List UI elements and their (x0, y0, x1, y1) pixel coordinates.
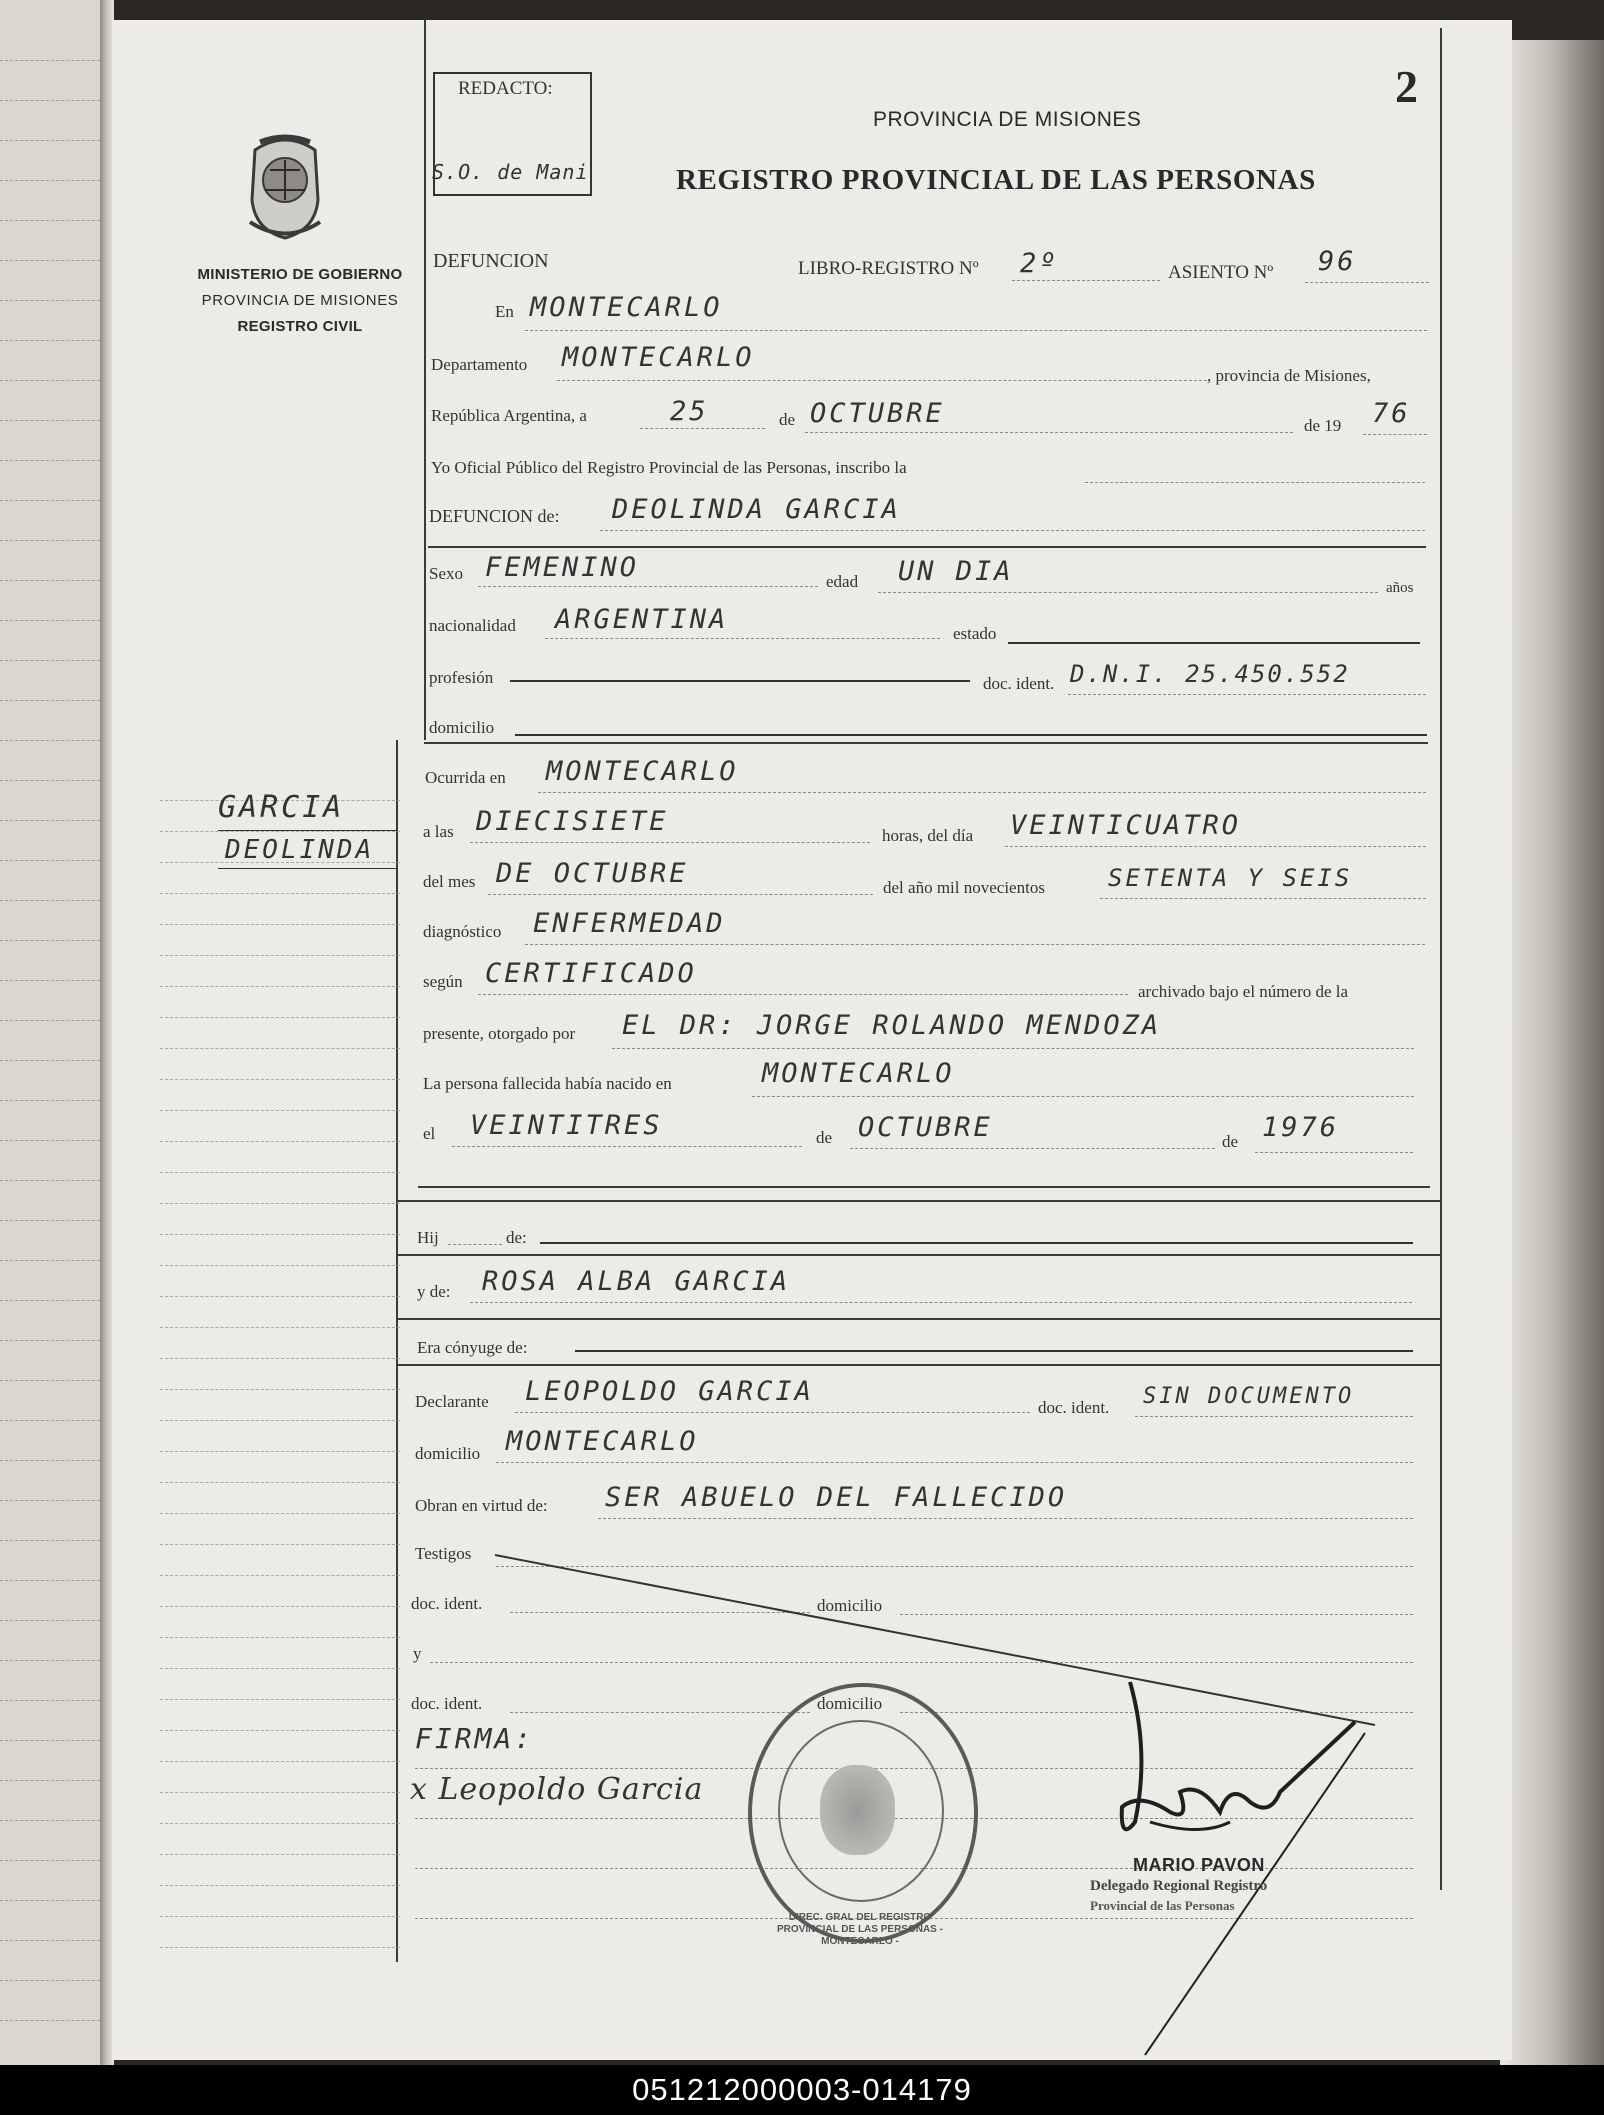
margin-rule-upper (424, 20, 426, 740)
margin-ruled-line (160, 1079, 400, 1080)
left-page-edge (0, 0, 106, 2065)
nacionalidad-line (545, 638, 940, 639)
sexo-value: FEMENINO (485, 552, 640, 583)
de-label: de (779, 410, 796, 429)
asiento-value: 96 (1318, 246, 1357, 277)
republica-label: República Argentina, a (431, 406, 587, 425)
left-page-ruled-line (0, 620, 100, 621)
registry-heading: REGISTRO PROVINCIAL DE LAS PERSONAS (676, 164, 1316, 196)
y-de-label: y de: (417, 1282, 451, 1301)
archivado-label: archivado bajo el número de la (1138, 982, 1349, 1001)
anos-label: años (1386, 580, 1414, 596)
diagnostico-value: ENFERMEDAD (533, 908, 726, 939)
year2-value: 1976 (1262, 1112, 1340, 1143)
left-page-ruled-line (0, 660, 100, 661)
defuncion-de-line (600, 530, 1425, 531)
testigo-dom1-label: domicilio (817, 1596, 883, 1615)
day-value: 25 (670, 396, 709, 427)
a-las-value: DIECISIETE (476, 806, 669, 837)
page-number: 2 (1395, 61, 1418, 112)
en-line (525, 330, 1427, 331)
left-page-ruled-line (0, 1020, 100, 1021)
hij-label: Hij (417, 1228, 439, 1247)
sexo-label: Sexo (429, 564, 463, 583)
left-page-ruled-line (0, 340, 100, 341)
margin-ruled-line (160, 1048, 400, 1049)
ano-mil-value: SETENTA Y SEIS (1108, 864, 1353, 892)
margin-ruled-line (160, 1327, 400, 1328)
margin-ruled-line (160, 1761, 400, 1762)
left-page-ruled-line (0, 1580, 100, 1581)
oficial-text: Yo Oficial Público del Registro Provincial de las Personas, inscribo la (431, 458, 907, 477)
left-page-ruled-line (0, 940, 100, 941)
y-de-line (470, 1302, 1412, 1303)
domicilio-line (515, 734, 1427, 736)
oficial-line (1085, 482, 1425, 483)
left-page-ruled-line (0, 540, 100, 541)
departamento-line (557, 380, 1207, 381)
conyuge-label: Era cónyuge de: (417, 1338, 528, 1357)
right-page-edges (1500, 40, 1604, 2065)
left-page-ruled-line (0, 1300, 100, 1301)
margin-ruled-line (160, 1172, 400, 1173)
barcode-caption: 051212000003-014179 (0, 2065, 1604, 2115)
hij-gap-line (448, 1244, 502, 1245)
left-page-ruled-line (0, 260, 100, 261)
margin-ruled-line (160, 1823, 400, 1824)
day-line (640, 428, 765, 429)
obran-line (598, 1518, 1413, 1519)
left-page-ruled-line (0, 1460, 100, 1461)
doc-ident-label: doc. ident. (983, 674, 1055, 693)
left-page-ruled-line (0, 300, 100, 301)
left-page-ruled-line (0, 1500, 100, 1501)
margin-ruled-line (160, 1606, 400, 1607)
left-page-ruled-line (0, 1180, 100, 1181)
margin-ruled-line (160, 1792, 400, 1793)
margin-ruled-line (160, 1265, 400, 1266)
left-page-ruled-line (0, 740, 100, 741)
left-page-ruled-line (0, 180, 100, 181)
declarante-line (515, 1412, 1030, 1413)
margin-ruled-line (160, 1451, 400, 1452)
left-page-ruled-line (0, 1780, 100, 1781)
margin-note-underline (218, 830, 398, 831)
left-page-ruled-line (0, 860, 100, 861)
firma-label: FIRMA: (415, 1722, 535, 1755)
left-page-ruled-line (0, 1060, 100, 1061)
margin-ruled-line (160, 1203, 400, 1204)
left-page-ruled-line (0, 1620, 100, 1621)
margin-ruled-line (160, 1699, 400, 1700)
y-de-rule (396, 1318, 1440, 1320)
en-value: MONTECARLO (530, 292, 723, 323)
diagnostico-line (525, 944, 1425, 945)
presente-value: EL DR: JORGE ROLANDO MENDOZA (622, 1010, 1162, 1041)
departamento-label: Departamento (431, 355, 528, 374)
margin-note-underline-2 (218, 868, 398, 869)
el-line (452, 1146, 802, 1147)
margin-ruled-line (160, 1575, 400, 1576)
horas-value: VEINTICUATRO (1010, 810, 1242, 841)
seal-text: DIREC. GRAL DEL REGISTRO PROVINCIAL DE LAS PERSONAS - MONTECARLO - (777, 1912, 943, 1947)
left-page-ruled-line (0, 460, 100, 461)
asiento-line (1305, 282, 1429, 283)
profesion-label: profesión (429, 668, 494, 687)
margin-ruled-line (160, 1296, 400, 1297)
margin-ruled-line (160, 1854, 400, 1855)
conyuge-line (575, 1350, 1413, 1352)
left-page-ruled-line (0, 380, 100, 381)
diagnostico-label: diagnóstico (423, 922, 502, 941)
official-name: MARIO PAVON (1133, 1855, 1265, 1875)
redacto-label: REDACTO: (458, 78, 553, 99)
coat-of-arms-icon (240, 130, 330, 245)
ano-mil-line (1100, 898, 1426, 899)
de2-label: de (816, 1128, 833, 1147)
provincia-suffix: , provincia de Misiones, (1207, 366, 1371, 385)
left-page-ruled-line (0, 500, 100, 501)
doc-ident-line (1068, 694, 1426, 695)
month2-value: OCTUBRE (858, 1112, 993, 1143)
left-page-ruled-line (0, 1420, 100, 1421)
left-page-ruled-line (0, 820, 100, 821)
official-title-2: Provincial de las Personas (1090, 1898, 1235, 1913)
mes-line (488, 894, 873, 895)
left-page-ruled-line (0, 1540, 100, 1541)
section-rule-1 (424, 742, 1428, 744)
left-page-ruled-line (0, 1140, 100, 1141)
margin-ruled-line (160, 986, 400, 987)
mes-label: del mes (423, 872, 476, 891)
left-page-ruled-line (0, 700, 100, 701)
ocurrida-line (538, 792, 1426, 793)
segun-value: CERTIFICADO (485, 958, 697, 989)
testigo-doc1-label: doc. ident. (411, 1594, 483, 1613)
margin-ruled-line (160, 1637, 400, 1638)
testigos-label: Testigos (415, 1544, 472, 1563)
civil-registry: REGISTRO CIVIL (237, 318, 363, 335)
defuncion-de-label: DEFUNCION de: (429, 506, 560, 526)
estado-label: estado (953, 624, 997, 643)
left-page-ruled-line (0, 60, 100, 61)
hij-de-line (540, 1242, 1413, 1244)
left-page-ruled-line (0, 220, 100, 221)
margin-ruled-line (160, 893, 400, 894)
section-rule-2 (418, 1186, 1430, 1188)
nacido-value: MONTECARLO (762, 1058, 955, 1089)
margin-ruled-line (160, 1358, 400, 1359)
section-rule-3 (396, 1200, 1440, 1202)
year2-line (1255, 1152, 1413, 1153)
domicilio-label: domicilio (429, 718, 495, 737)
margin-ruled-line (160, 1389, 400, 1390)
defuncion-de-value: DEOLINDA GARCIA (612, 494, 901, 525)
left-page-ruled-line (0, 1980, 100, 1981)
horas-line (1005, 846, 1426, 847)
de19-label: de 19 (1304, 416, 1342, 435)
margin-ruled-line (160, 1513, 400, 1514)
asiento-label: ASIENTO Nº (1168, 262, 1274, 283)
margin-province: PROVINCIA DE MISIONES (201, 292, 399, 309)
margin-ruled-line (160, 1730, 400, 1731)
y-label: y (413, 1644, 422, 1663)
margin-ruled-line (160, 1420, 400, 1421)
margin-ruled-line (160, 1482, 400, 1483)
left-page-ruled-line (0, 2020, 100, 2021)
left-page-ruled-line (0, 1220, 100, 1221)
horas-label: horas, del día (882, 826, 974, 845)
libro-value: 2º (1020, 248, 1059, 279)
decl-dom-label: domicilio (415, 1444, 481, 1463)
obran-value: SER ABUELO DEL FALLECIDO (605, 1482, 1068, 1513)
libro-line (1012, 280, 1160, 281)
margin-ruled-line (160, 1017, 400, 1018)
testigo-doc2-label: doc. ident. (411, 1694, 483, 1713)
en-label: En (495, 302, 514, 321)
left-page-ruled-line (0, 1860, 100, 1861)
left-page-ruled-line (0, 1700, 100, 1701)
margin-note-surname: GARCIA (218, 790, 345, 825)
month2-line (850, 1148, 1215, 1149)
profesion-line (510, 680, 970, 682)
margin-ruled-line (160, 1885, 400, 1886)
decl-doc-value: SIN DOCUMENTO (1143, 1384, 1355, 1409)
testigo-dom2-label: domicilio (817, 1694, 883, 1713)
decl-dom-line (496, 1462, 1413, 1463)
left-page-ruled-line (0, 1900, 100, 1901)
libro-label: LIBRO-REGISTRO Nº (798, 258, 979, 279)
decl-doc-label: doc. ident. (1038, 1398, 1110, 1417)
el-label: el (423, 1124, 436, 1143)
a-las-line (470, 842, 870, 843)
ocurrida-value: MONTECARLO (546, 756, 739, 787)
obran-label: Obran en virtud de: (415, 1496, 548, 1515)
margin-ruled-line (160, 1110, 400, 1111)
edad-value: UN DIA (898, 556, 1014, 587)
left-page-ruled-line (0, 1660, 100, 1661)
margin-ruled-line (160, 1544, 400, 1545)
left-page-ruled-line (0, 1380, 100, 1381)
left-page-ruled-line (0, 1260, 100, 1261)
edad-label: edad (826, 572, 859, 591)
left-page-ruled-line (0, 1820, 100, 1821)
el-value: VEINTITRES (470, 1110, 663, 1141)
de3-label: de (1222, 1132, 1239, 1151)
presente-line (612, 1048, 1414, 1049)
segun-label: según (423, 972, 463, 991)
left-page-ruled-line (0, 420, 100, 421)
nacido-label: La persona fallecida había nacido en (423, 1074, 672, 1093)
ocurrida-label: Ocurrida en (425, 768, 506, 787)
margin-ruled-line (160, 1234, 400, 1235)
margin-ruled-line (160, 1947, 400, 1948)
presente-label: presente, otorgado por (423, 1024, 576, 1043)
nacionalidad-label: nacionalidad (429, 616, 516, 635)
conyuge-rule (396, 1364, 1440, 1366)
sexo-line (478, 586, 818, 587)
left-page-ruled-line (0, 780, 100, 781)
decl-doc-line (1135, 1416, 1413, 1417)
left-page-ruled-line (0, 580, 100, 581)
hij-rule (396, 1254, 1440, 1256)
y-de-value: ROSA ALBA GARCIA (482, 1266, 791, 1297)
left-page-ruled-line (0, 980, 100, 981)
ministry-heading: MINISTERIO DE GOBIERNO (197, 266, 403, 283)
left-page-ruled-line (0, 900, 100, 901)
segun-line (478, 994, 1128, 995)
mes-value: DE OCTUBRE (496, 858, 689, 889)
left-page-ruled-line (0, 1340, 100, 1341)
margin-ruled-line (160, 1141, 400, 1142)
estado-line (1008, 642, 1420, 644)
month-value: OCTUBRE (810, 398, 945, 429)
decl-dom-value: MONTECARLO (506, 1426, 699, 1457)
ano-mil-label: del año mil novecientos (883, 878, 1045, 897)
year-value: 76 (1372, 398, 1411, 429)
margin-note-name: DEOLINDA (225, 835, 375, 865)
redacto-value: S.O. de Mani (432, 160, 589, 184)
departamento-value: MONTECARLO (562, 342, 755, 373)
margin-ruled-line (160, 831, 400, 832)
margin-ruled-line (160, 1668, 400, 1669)
nacionalidad-value: ARGENTINA (555, 604, 729, 635)
doc-ident-value: D.N.I. 25.450.552 (1070, 660, 1350, 688)
seal-crest-icon (820, 1765, 895, 1855)
left-page-ruled-line (0, 100, 100, 101)
left-page-ruled-line (0, 140, 100, 141)
nacido-line (752, 1096, 1414, 1097)
province-heading: PROVINCIA DE MISIONES (873, 108, 1142, 131)
edad-line (878, 592, 1378, 593)
declarante-label: Declarante (415, 1392, 489, 1411)
defuncion-title: DEFUNCION (433, 250, 549, 272)
margin-ruled-line (160, 924, 400, 925)
left-page-ruled-line (0, 1740, 100, 1741)
defuncion-rule (428, 546, 1426, 548)
declarante-value: LEOPOLDO GARCIA (525, 1376, 814, 1407)
left-page-ruled-line (0, 1940, 100, 1941)
official-title-1: Delegado Regional Registro (1090, 1878, 1268, 1894)
year-line (1363, 434, 1427, 435)
hij-de-label: de: (506, 1228, 527, 1247)
firma-value: x Leopoldo Garcia (410, 1772, 704, 1807)
margin-ruled-line (160, 1916, 400, 1917)
a-las-label: a las (423, 822, 454, 841)
left-page-ruled-line (0, 1100, 100, 1101)
margin-ruled-line (160, 955, 400, 956)
month-line (805, 432, 1293, 433)
right-rule (1440, 28, 1442, 1890)
